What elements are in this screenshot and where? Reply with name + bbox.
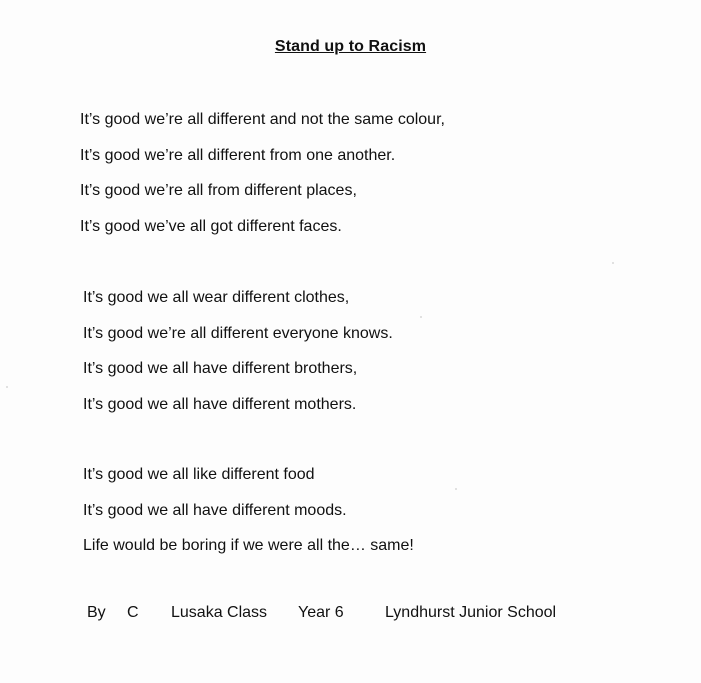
poem-line: It’s good we all have different mothers. (83, 395, 357, 413)
poem-line: Life would be boring if we were all the… same! (83, 537, 414, 554)
poem-line: It’s good we’re all from different places, (80, 182, 357, 199)
poem-line: It’s good we all have different moods. (83, 501, 347, 519)
byline-class: Lusaka Class (171, 604, 268, 621)
stanza-3 (80, 457, 600, 564)
poem-line: It’s good we all like different food (83, 466, 315, 483)
scan-speck (612, 262, 614, 264)
byline-year: Year 6 (298, 604, 344, 621)
byline-school: Lyndhurst Junior School (385, 604, 557, 621)
poem-line: It’s good we’re all different and not the same colour, (80, 111, 445, 128)
byline-by-label: By (87, 604, 106, 621)
scan-speck (455, 488, 457, 490)
poem-title: Stand up to Racism (274, 38, 427, 55)
stanza-2 (80, 280, 600, 422)
scan-speck (420, 316, 422, 318)
poem-line: It’s good we all wear different clothes, (83, 289, 350, 306)
poem-line: It’s good we all have different brothers, (83, 360, 358, 377)
scan-speck (6, 386, 8, 388)
poem-line: It’s good we’ve all got different faces. (80, 217, 342, 235)
poem-line: It’s good we’re all different everyone knows. (83, 324, 393, 342)
byline-author-name: C (127, 604, 139, 621)
poem-line: It’s good we’re all different from one another. (80, 146, 396, 164)
stanza-1 (80, 102, 600, 244)
